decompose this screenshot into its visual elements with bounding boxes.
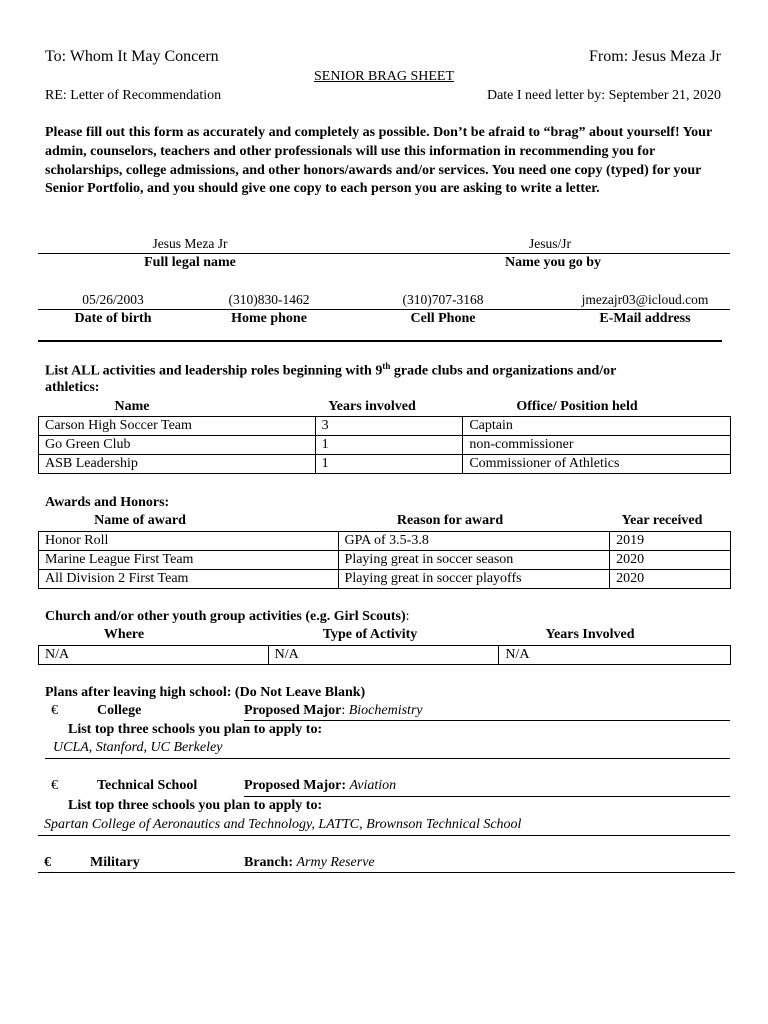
activities-table: [38, 416, 731, 474]
college-checkbox[interactable]: €: [51, 703, 58, 718]
date-needed: Date I need letter by: September 21, 2020: [486, 88, 721, 103]
church-col-where: Where: [103, 627, 145, 642]
table-row: [39, 455, 731, 474]
email-value: jmezajr03@icloud.com: [581, 292, 709, 307]
tech-major-line: [244, 796, 730, 797]
email-label: E-Mail address: [599, 311, 691, 326]
table-cell: non-commissioner: [463, 436, 731, 455]
activities-col-years: Years involved: [328, 399, 416, 414]
section-divider: [38, 340, 722, 342]
table-row: [39, 532, 731, 551]
nickname-label: Name you go by: [504, 255, 602, 270]
table-cell: Marine League First Team: [39, 551, 339, 570]
dob-label: Date of birth: [74, 311, 152, 326]
table-cell: GPA of 3.5-3.8: [338, 532, 610, 551]
tech-schools-label: List top three schools you plan to apply to:: [68, 798, 323, 813]
military-branch: Branch: Army Reserve: [244, 855, 375, 870]
table-cell: All Division 2 First Team: [39, 570, 339, 589]
table-cell: Playing great in soccer playoffs: [338, 570, 610, 589]
awards-table: [38, 531, 731, 589]
from-line: From: Jesus Meza Jr: [589, 48, 721, 65]
church-col-type: Type of Activity: [322, 627, 418, 642]
table-row: [39, 570, 731, 589]
legal-name-label: Full legal name: [144, 255, 236, 270]
table-cell: Go Green Club: [39, 436, 316, 455]
table-cell: Honor Roll: [39, 532, 339, 551]
college-schools-line: [45, 758, 730, 759]
college-label: College: [97, 703, 142, 718]
table-cell: N/A: [39, 646, 269, 665]
cell-phone-label: Cell Phone: [410, 311, 476, 326]
tech-checkbox[interactable]: €: [51, 778, 58, 793]
to-line: To: Whom It May Concern: [45, 48, 219, 65]
table-cell: ASB Leadership: [39, 455, 316, 474]
contact-row-line: [38, 309, 730, 310]
activities-heading: List ALL activities and leadership roles beginning with 9th grade clubs and organizations and/or: [45, 361, 617, 379]
church-col-years: Years Involved: [545, 627, 635, 642]
table-cell: 1: [315, 436, 463, 455]
table-cell: 3: [315, 417, 463, 436]
awards-col-name: Name of award: [94, 513, 186, 528]
activities-col-position: Office/ Position held: [516, 399, 638, 414]
military-line: [38, 872, 735, 873]
college-schools-value: UCLA, Stanford, UC Berkeley: [53, 740, 223, 755]
home-phone-value: (310)830-1462: [228, 292, 310, 307]
home-phone-label: Home phone: [231, 311, 307, 326]
tech-label: Technical School: [97, 778, 198, 793]
re-line: RE: Letter of Recommendation: [45, 88, 222, 103]
military-label: Military: [90, 855, 140, 870]
name-row-line: [38, 253, 730, 254]
table-row: [39, 646, 731, 665]
table-cell: Captain: [463, 417, 731, 436]
table-cell: Playing great in soccer season: [338, 551, 610, 570]
table-cell: Carson High Soccer Team: [39, 417, 316, 436]
tech-schools-value: Spartan College of Aeronautics and Technology, LATTC, Brownson Technical School: [44, 817, 522, 832]
table-row: [39, 551, 731, 570]
college-schools-label: List top three schools you plan to apply to:: [68, 722, 323, 737]
activities-heading-line2: athletics:: [45, 380, 100, 395]
awards-col-year: Year received: [621, 513, 703, 528]
table-cell: N/A: [499, 646, 731, 665]
document-title: SENIOR BRAG SHEET: [313, 69, 454, 84]
military-checkbox[interactable]: €: [44, 855, 51, 870]
church-table: [38, 645, 731, 665]
tech-schools-line: [38, 835, 730, 836]
awards-heading: Awards and Honors:: [45, 495, 170, 510]
table-cell: N/A: [268, 646, 499, 665]
dob-value: 05/26/2003: [82, 292, 144, 307]
table-cell: 1: [315, 455, 463, 474]
tech-major: Proposed Major: Aviation: [244, 778, 397, 793]
church-heading: Church and/or other youth group activities (e.g. Girl Scouts):: [45, 609, 410, 624]
table-cell: 2019: [610, 532, 731, 551]
table-cell: Commissioner of Athletics: [463, 455, 731, 474]
college-major-line: [244, 720, 730, 721]
table-cell: 2020: [610, 551, 731, 570]
nickname-value: Jesus/Jr: [528, 236, 571, 251]
table-row: [39, 436, 731, 455]
table-row: [39, 417, 731, 436]
table-cell: 2020: [610, 570, 731, 589]
cell-phone-value: (310)707-3168: [402, 292, 484, 307]
plans-heading: Plans after leaving high school: (Do Not Leave Blank): [45, 685, 366, 700]
college-major: Proposed Major: Biochemistry: [244, 703, 423, 718]
awards-col-reason: Reason for award: [396, 513, 504, 528]
activities-col-name: Name: [114, 399, 150, 414]
legal-name-value: Jesus Meza Jr: [152, 236, 228, 251]
intro-paragraph: Please fill out this form as accurately and completely as possible. Don’t be afraid to “brag” about yourself! Your admin, counselors, teachers and other professionals will use this information in recommending you for scholarships, college admissions, and other honors/awards and/or services. You need one copy (typed) for your Senior Portfolio, and you should give one copy to each person you are asking to write a letter.: [45, 125, 712, 197]
